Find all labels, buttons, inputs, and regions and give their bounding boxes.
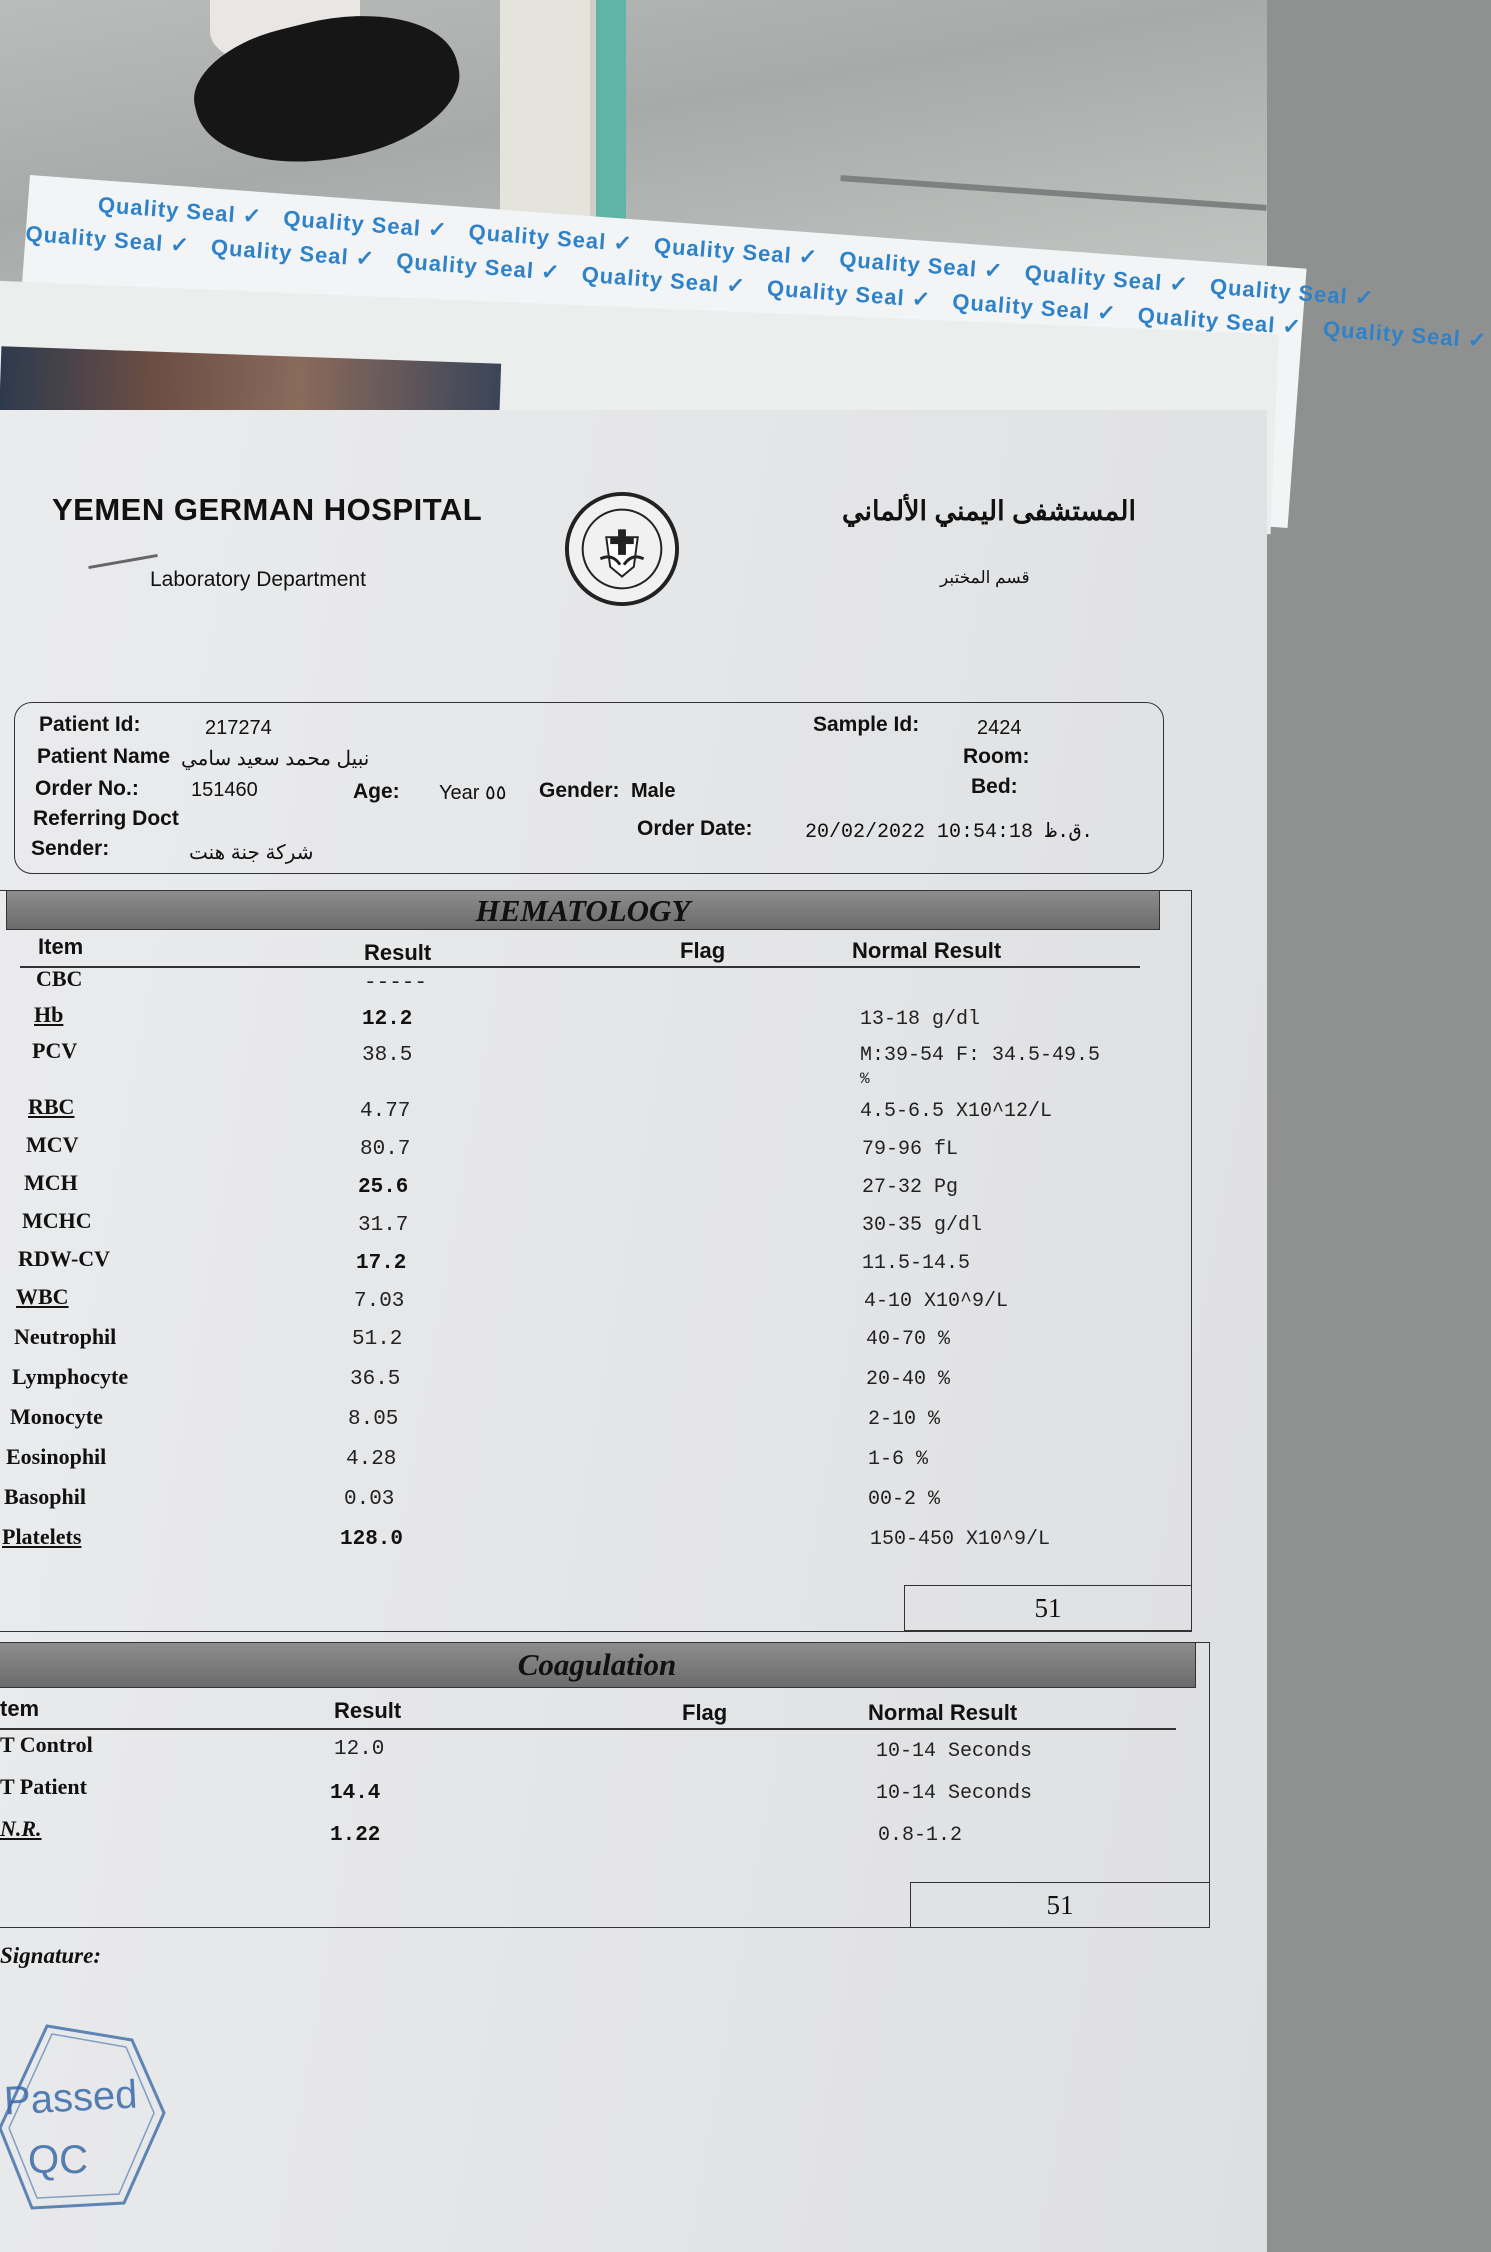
hema-item-pcv: PCV: [32, 1038, 78, 1063]
hema-normal-mcv: 79-96 fL: [862, 1138, 959, 1161]
hematology-col-normal: Normal Result: [852, 938, 1002, 963]
patient-id-label: Patient Id:: [39, 713, 141, 736]
hematology-header-bar: [6, 890, 1160, 930]
hema-normal-pcv-unit: %: [860, 1070, 870, 1088]
quality-seal-print-2: Quality Seal ✓ Quality Seal ✓ Quality Seal ✓ Quality Seal ✓ Quality Seal ✓ Quality Seal ✓ Quality Seal ✓ Quality Seal ✓: [24, 220, 1489, 354]
hema-result-rbc: 4.77: [360, 1100, 411, 1123]
coag-normal-pt-patient: 10-14 Seconds: [876, 1782, 1033, 1805]
patient-id-value: 217274: [205, 717, 272, 739]
hema-normal-wbc: 4-10 X10^9/L: [864, 1290, 1009, 1313]
hematology-col-result: Result: [364, 940, 432, 965]
hema-item-monocyte: Monocyte: [10, 1404, 103, 1429]
order-no-value: 151460: [191, 779, 258, 801]
hematology-table: [0, 890, 1192, 1632]
pen-mark: [88, 554, 157, 569]
hema-normal-rdw: 11.5-14.5: [862, 1252, 971, 1275]
gender-label: Gender:: [539, 779, 620, 802]
coag-result-pt-patient: 14.4: [330, 1782, 381, 1805]
hema-result-rdw: 17.2: [356, 1252, 407, 1275]
hema-normal-hb: 13-18 g/dl: [860, 1008, 981, 1031]
bed-label: Bed:: [971, 775, 1018, 798]
sender-value: شركة جنة هنت: [189, 842, 314, 864]
hema-result-hb: 12.2: [362, 1008, 413, 1031]
coagulation-count-box: 51: [910, 1882, 1210, 1928]
hema-result-lymphocyte: 36.5: [350, 1368, 401, 1391]
stamp-text-passed: Passed: [2, 2072, 139, 2124]
age-label: Age:: [353, 780, 400, 803]
hema-item-mcv: MCV: [26, 1132, 79, 1157]
hema-normal-eosinophil: 1-6 %: [868, 1448, 929, 1471]
coag-normal-pt-control: 10-14 Seconds: [876, 1740, 1033, 1763]
sample-id-value: 2424: [977, 717, 1022, 739]
hema-item-lymphocyte: Lymphocyte: [12, 1364, 129, 1389]
sample-id-label: Sample Id:: [813, 713, 920, 736]
patient-info-box: [14, 702, 1164, 874]
coagulation-col-flag: Flag: [682, 1700, 728, 1725]
hematology-title: HEMATOLOGY: [475, 893, 691, 928]
sender-label: Sender:: [31, 837, 110, 860]
hema-result-eosinophil: 4.28: [346, 1448, 397, 1471]
order-date-label: Order Date:: [637, 817, 753, 840]
railing-teal-trim: [596, 0, 626, 245]
lab-report-paper: [0, 410, 1267, 2252]
coagulation-header-rule: [0, 1728, 1176, 1730]
hema-normal-basophil: 00-2 %: [868, 1488, 941, 1511]
hema-normal-mchc: 30-35 g/dl: [862, 1214, 983, 1237]
hematology-count-box: 51: [904, 1585, 1192, 1631]
hematology-col-item: Item: [38, 934, 84, 959]
passed-qc-stamp: [0, 2018, 167, 2218]
hema-item-mchc: MCHC: [22, 1208, 92, 1233]
hema-normal-neutrophil: 40-70 %: [866, 1328, 951, 1351]
patient-name-label: Patient Name: [37, 745, 171, 768]
department-name-en: Laboratory Department: [150, 568, 366, 591]
hema-item-mch: MCH: [24, 1170, 78, 1195]
hema-result-monocyte: 8.05: [348, 1408, 399, 1431]
coagulation-col-item: tem: [0, 1696, 40, 1721]
hema-normal-mch: 27-32 Pg: [862, 1176, 959, 1199]
hema-result-platelets: 128.0: [340, 1528, 404, 1551]
coag-result-pt-control: 12.0: [334, 1738, 385, 1761]
order-no-label: Order No.:: [35, 777, 139, 800]
coag-item-pt-patient: T Patient: [0, 1774, 87, 1799]
coagulation-col-normal: Normal Result: [868, 1700, 1018, 1725]
hema-item-neutrophil: Neutrophil: [14, 1324, 117, 1349]
hema-item-wbc: WBC: [16, 1284, 69, 1309]
room-label: Room:: [963, 745, 1030, 768]
hema-result-mchc: 31.7: [358, 1214, 409, 1237]
hema-result-cbc: -----: [364, 972, 428, 995]
hema-result-mch: 25.6: [358, 1176, 409, 1199]
hema-normal-monocyte: 2-10 %: [868, 1408, 941, 1431]
hematology-col-flag: Flag: [680, 938, 726, 963]
hema-result-mcv: 80.7: [360, 1138, 411, 1161]
hema-normal-lymphocyte: 20-40 %: [866, 1368, 951, 1391]
hema-item-platelets: Platelets: [2, 1524, 82, 1549]
hema-normal-pcv: M:39-54 F: 34.5-49.5: [860, 1044, 1101, 1067]
hema-item-rbc: RBC: [28, 1094, 75, 1119]
hospital-logo: [563, 490, 681, 608]
coag-item-pt-control: T Control: [0, 1732, 93, 1757]
age-value: Year ٥٥: [439, 782, 507, 804]
department-name-ar: قسم المختبر: [940, 568, 1030, 587]
hema-item-hb: Hb: [34, 1002, 64, 1027]
hema-normal-rbc: 4.5-6.5 X10^12/L: [860, 1100, 1053, 1123]
coag-result-inr: 1.22: [330, 1824, 381, 1847]
stamp-text-qc: QC: [28, 2138, 88, 2182]
referring-doctor-label: Referring Doct: [33, 807, 179, 830]
coag-item-inr: N.R.: [0, 1816, 42, 1841]
hema-item-cbc: CBC: [36, 966, 83, 991]
quality-seal-print-1: Quality Seal ✓ Quality Seal ✓ Quality Seal ✓ Quality Seal ✓ Quality Seal ✓ Quality Seal ✓ Quality Seal ✓: [97, 192, 1376, 311]
coag-normal-inr: 0.8-1.2: [878, 1824, 963, 1847]
order-date-value: 20/02/2022 10:54:18 ق.ظ.: [805, 821, 1094, 844]
hema-result-wbc: 7.03: [354, 1290, 405, 1313]
hematology-header-rule: [20, 966, 1140, 968]
hema-item-basophil: Basophil: [4, 1484, 86, 1509]
signature-label: Signature:: [0, 1943, 101, 1968]
hema-normal-platelets: 150-450 X10^9/L: [870, 1528, 1051, 1551]
hospital-name-ar: المستشفى اليمني الألماني: [842, 496, 1136, 526]
hema-item-eosinophil: Eosinophil: [6, 1444, 107, 1469]
hema-result-basophil: 0.03: [344, 1488, 395, 1511]
gender-value: Male: [631, 780, 676, 802]
coagulation-header-bar: [0, 1642, 1196, 1688]
hospital-name-en: YEMEN GERMAN HOSPITAL: [52, 492, 483, 527]
coagulation-col-result: Result: [334, 1698, 402, 1723]
patient-name-value: نبيل محمد سعيد سامي: [181, 748, 370, 770]
coagulation-title: Coagulation: [517, 1647, 677, 1682]
hema-result-neutrophil: 51.2: [352, 1328, 403, 1351]
hema-item-rdw: RDW-CV: [18, 1246, 111, 1271]
hema-result-pcv: 38.5: [362, 1044, 413, 1067]
